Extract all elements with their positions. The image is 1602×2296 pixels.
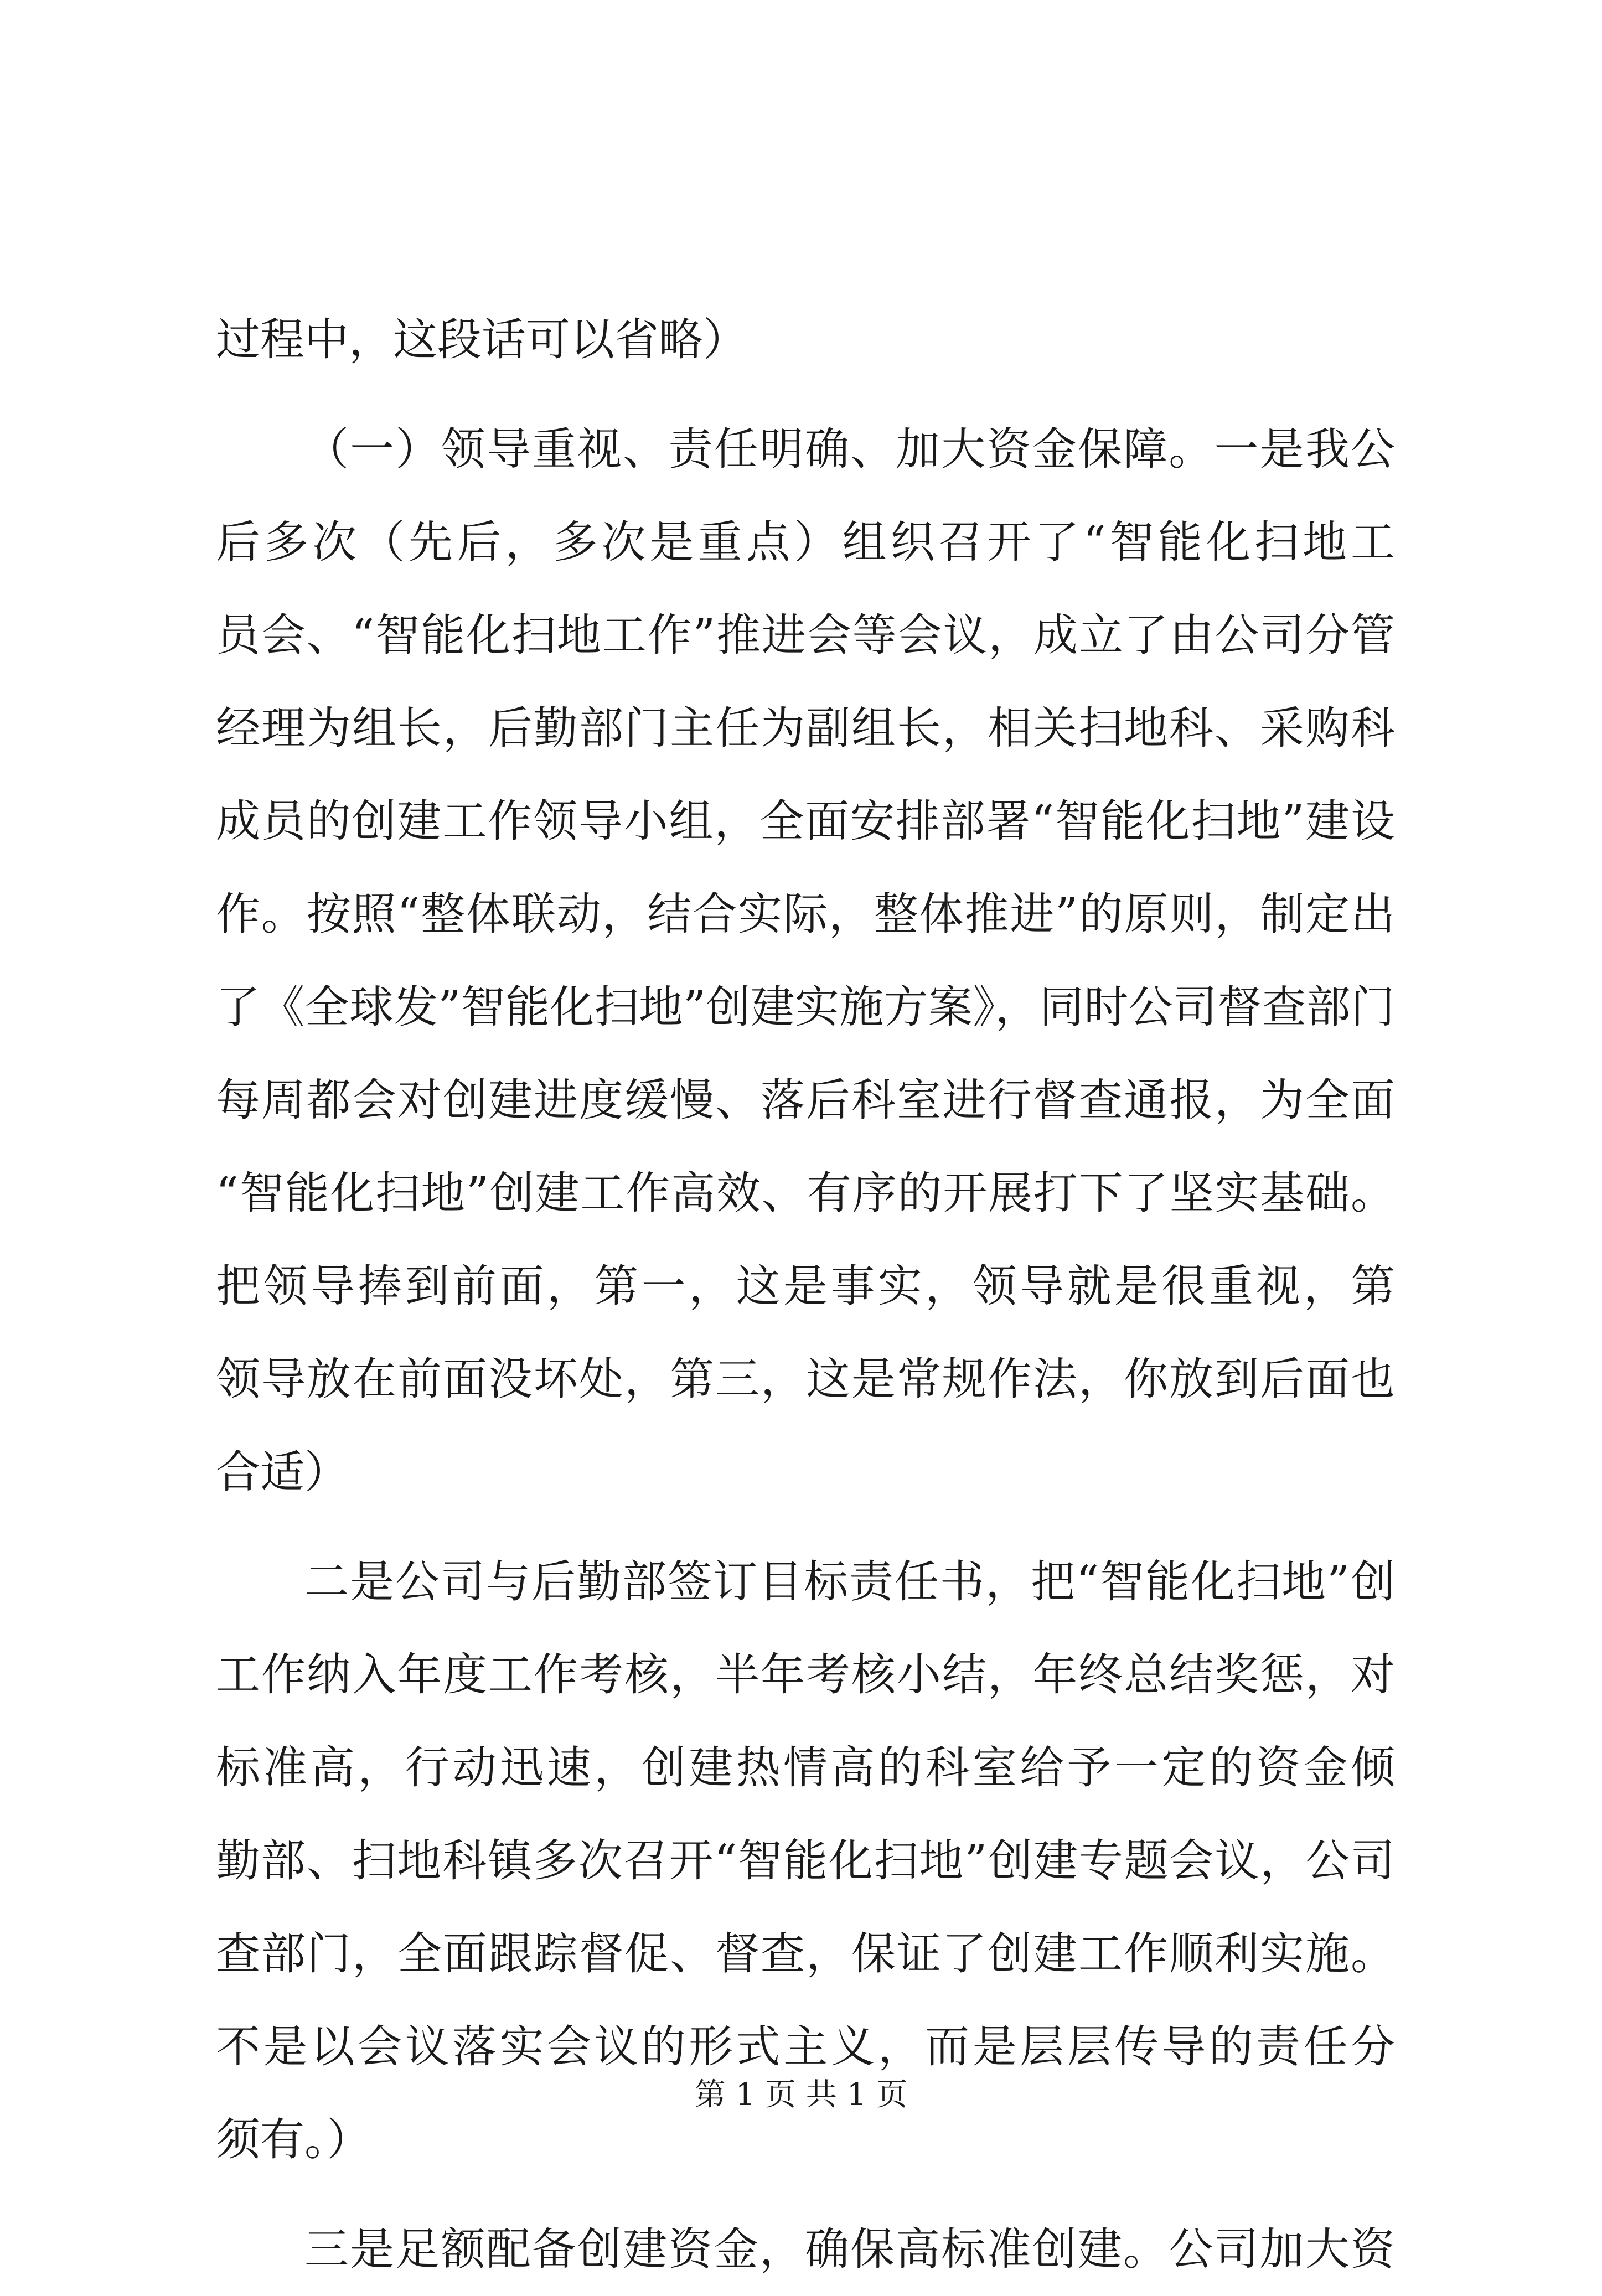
text-line: 每周都会对创建进度缓慢、落后科室进行督查通报，为全面 [216, 1074, 1395, 1126]
document-body [216, 293, 1395, 2296]
text-line: 把领导捧到前面，第一，这是事实，领导就是很重视，第 [216, 1260, 1395, 1312]
text-line: 合适） [216, 1446, 349, 1498]
text-line: 须有。） [216, 2114, 371, 2165]
text-line: （一）领导重视、责任明确、加大资金保障。一是我公 [304, 423, 1395, 475]
page-footer: 第 1 页 共 1 页 [694, 2077, 908, 2113]
text-line: 领导放在前面没坏处，第三，这是常规作法，你放到后面也 [216, 1353, 1395, 1405]
text-line: 员会、“智能化扫地工作”推进会等会议，成立了由公司分管 [216, 609, 1395, 661]
text-line: 三是足额配备创建资金，确保高标准创建。公司加大资 [304, 2223, 1395, 2275]
text-line: 标准高，行动迅速，创建热情高的科室给予一定的资金倾 [216, 1742, 1395, 1793]
text-line: 查部门，全面跟踪督促、督查，保证了创建工作顺利实施。 [216, 1928, 1395, 1979]
text-line: 了《全球发”智能化扫地”创建实施方案》，同时公司督查部门 [216, 981, 1395, 1033]
text-line: 作。按照“整体联动，结合实际，整体推进”的原则，制定出 [216, 888, 1395, 940]
text-line: 不是以会议落实会议的形式主义，而是层层传导的责任分 [216, 2021, 1395, 2072]
text-line: 后多次（先后，多次是重点）组织召开了“智能化扫地工 [216, 516, 1395, 568]
text-line: 工作纳入年度工作考核，半年考核小结，年终总结奖惩，对 [216, 1649, 1395, 1700]
text-line: “智能化扫地”创建工作高效、有序的开展打下了坚实基础。 [216, 1167, 1395, 1219]
text-line: 勤部、扫地科镇多次召开“智能化扫地”创建专题会议，公司 [216, 1835, 1395, 1886]
text-line: 过程中，这段话可以省略） [216, 314, 747, 365]
text-line: 经理为组长，后勤部门主任为副组长，相关扫地科、采购科 [216, 702, 1395, 754]
text-line: 二是公司与后勤部签订目标责任书，把“智能化扫地”创 [304, 1556, 1395, 1607]
text-line: 成员的创建工作领导小组，全面安排部署“智能化扫地”建设 [216, 795, 1395, 847]
